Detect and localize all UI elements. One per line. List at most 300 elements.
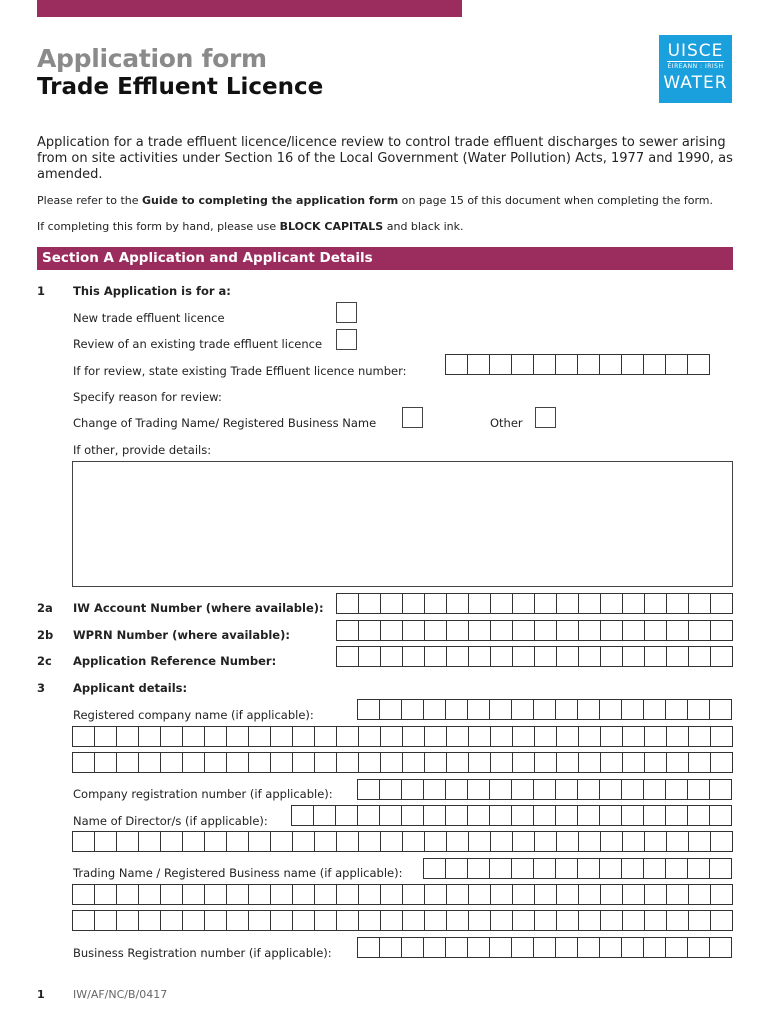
new-licence-checkbox[interactable] bbox=[336, 302, 357, 323]
licence-number-field[interactable] bbox=[445, 354, 710, 375]
char-cell[interactable] bbox=[600, 700, 622, 719]
char-cell[interactable] bbox=[468, 355, 490, 374]
char-cell[interactable] bbox=[380, 938, 402, 957]
char-cell[interactable] bbox=[73, 885, 95, 904]
char-cell[interactable] bbox=[667, 727, 689, 746]
char-cell[interactable] bbox=[468, 859, 490, 878]
char-cell[interactable] bbox=[271, 727, 293, 746]
char-cell[interactable] bbox=[601, 621, 623, 640]
char-cell[interactable] bbox=[358, 806, 380, 825]
char-cell[interactable] bbox=[491, 753, 513, 772]
char-cell[interactable] bbox=[403, 885, 425, 904]
char-cell[interactable] bbox=[667, 594, 689, 613]
char-cell[interactable] bbox=[711, 647, 733, 666]
char-cell[interactable] bbox=[557, 594, 579, 613]
char-cell[interactable] bbox=[666, 700, 688, 719]
char-cell[interactable] bbox=[645, 727, 667, 746]
char-cell[interactable] bbox=[667, 885, 689, 904]
char-cell[interactable] bbox=[578, 355, 600, 374]
char-cell[interactable] bbox=[139, 885, 161, 904]
char-cell[interactable] bbox=[534, 355, 556, 374]
char-cell[interactable] bbox=[512, 355, 534, 374]
char-cell[interactable] bbox=[644, 806, 666, 825]
char-cell[interactable] bbox=[644, 938, 666, 957]
char-cell[interactable] bbox=[491, 727, 513, 746]
char-cell[interactable] bbox=[688, 859, 710, 878]
char-cell[interactable] bbox=[600, 780, 622, 799]
char-cell[interactable] bbox=[491, 832, 513, 851]
char-cell[interactable] bbox=[513, 911, 535, 930]
char-cell[interactable] bbox=[447, 594, 469, 613]
char-cell[interactable] bbox=[512, 938, 534, 957]
char-cell[interactable] bbox=[556, 355, 578, 374]
char-cell[interactable] bbox=[468, 806, 490, 825]
company-reg-field[interactable] bbox=[357, 779, 732, 800]
char-cell[interactable] bbox=[161, 832, 183, 851]
char-cell[interactable] bbox=[556, 938, 578, 957]
char-cell[interactable] bbox=[469, 885, 491, 904]
application-reference-field[interactable] bbox=[336, 646, 733, 667]
char-cell[interactable] bbox=[337, 621, 359, 640]
char-cell[interactable] bbox=[402, 806, 424, 825]
char-cell[interactable] bbox=[535, 832, 557, 851]
char-cell[interactable] bbox=[578, 700, 600, 719]
char-cell[interactable] bbox=[292, 806, 314, 825]
char-cell[interactable] bbox=[293, 753, 315, 772]
char-cell[interactable] bbox=[95, 832, 117, 851]
char-cell[interactable] bbox=[666, 938, 688, 957]
char-cell[interactable] bbox=[205, 727, 227, 746]
char-cell[interactable] bbox=[689, 647, 711, 666]
char-cell[interactable] bbox=[336, 806, 358, 825]
char-cell[interactable] bbox=[337, 911, 359, 930]
char-cell[interactable] bbox=[447, 885, 469, 904]
char-cell[interactable] bbox=[644, 780, 666, 799]
char-cell[interactable] bbox=[469, 911, 491, 930]
trading-name-field-row1[interactable] bbox=[423, 858, 732, 879]
char-cell[interactable] bbox=[601, 832, 623, 851]
char-cell[interactable] bbox=[249, 832, 271, 851]
char-cell[interactable] bbox=[689, 832, 711, 851]
char-cell[interactable] bbox=[425, 594, 447, 613]
char-cell[interactable] bbox=[579, 727, 601, 746]
char-cell[interactable] bbox=[359, 647, 381, 666]
char-cell[interactable] bbox=[403, 594, 425, 613]
char-cell[interactable] bbox=[490, 859, 512, 878]
char-cell[interactable] bbox=[469, 621, 491, 640]
char-cell[interactable] bbox=[667, 647, 689, 666]
char-cell[interactable] bbox=[711, 753, 733, 772]
char-cell[interactable] bbox=[425, 885, 447, 904]
char-cell[interactable] bbox=[425, 832, 447, 851]
char-cell[interactable] bbox=[688, 700, 710, 719]
char-cell[interactable] bbox=[95, 727, 117, 746]
char-cell[interactable] bbox=[534, 700, 556, 719]
char-cell[interactable] bbox=[490, 355, 512, 374]
char-cell[interactable] bbox=[315, 727, 337, 746]
char-cell[interactable] bbox=[249, 727, 271, 746]
char-cell[interactable] bbox=[513, 647, 535, 666]
char-cell[interactable] bbox=[534, 859, 556, 878]
char-cell[interactable] bbox=[623, 594, 645, 613]
wprn-number-field[interactable] bbox=[336, 620, 733, 641]
char-cell[interactable] bbox=[623, 727, 645, 746]
char-cell[interactable] bbox=[183, 911, 205, 930]
char-cell[interactable] bbox=[601, 753, 623, 772]
char-cell[interactable] bbox=[579, 594, 601, 613]
char-cell[interactable] bbox=[601, 647, 623, 666]
char-cell[interactable] bbox=[557, 911, 579, 930]
char-cell[interactable] bbox=[205, 885, 227, 904]
char-cell[interactable] bbox=[446, 700, 468, 719]
trading-name-field-row2[interactable] bbox=[72, 884, 733, 905]
char-cell[interactable] bbox=[293, 911, 315, 930]
char-cell[interactable] bbox=[315, 753, 337, 772]
char-cell[interactable] bbox=[293, 885, 315, 904]
char-cell[interactable] bbox=[623, 885, 645, 904]
char-cell[interactable] bbox=[117, 832, 139, 851]
char-cell[interactable] bbox=[666, 355, 688, 374]
char-cell[interactable] bbox=[512, 780, 534, 799]
char-cell[interactable] bbox=[622, 859, 644, 878]
char-cell[interactable] bbox=[446, 355, 468, 374]
char-cell[interactable] bbox=[513, 885, 535, 904]
char-cell[interactable] bbox=[601, 727, 623, 746]
char-cell[interactable] bbox=[688, 355, 710, 374]
char-cell[interactable] bbox=[710, 938, 732, 957]
char-cell[interactable] bbox=[666, 859, 688, 878]
char-cell[interactable] bbox=[139, 911, 161, 930]
char-cell[interactable] bbox=[711, 621, 733, 640]
char-cell[interactable] bbox=[468, 938, 490, 957]
char-cell[interactable] bbox=[601, 594, 623, 613]
char-cell[interactable] bbox=[644, 355, 666, 374]
char-cell[interactable] bbox=[358, 700, 380, 719]
char-cell[interactable] bbox=[711, 594, 733, 613]
char-cell[interactable] bbox=[403, 753, 425, 772]
char-cell[interactable] bbox=[161, 885, 183, 904]
char-cell[interactable] bbox=[227, 727, 249, 746]
char-cell[interactable] bbox=[689, 885, 711, 904]
char-cell[interactable] bbox=[469, 753, 491, 772]
char-cell[interactable] bbox=[271, 832, 293, 851]
char-cell[interactable] bbox=[139, 727, 161, 746]
char-cell[interactable] bbox=[534, 938, 556, 957]
char-cell[interactable] bbox=[600, 938, 622, 957]
char-cell[interactable] bbox=[359, 832, 381, 851]
char-cell[interactable] bbox=[601, 911, 623, 930]
char-cell[interactable] bbox=[359, 885, 381, 904]
char-cell[interactable] bbox=[578, 859, 600, 878]
other-details-textarea[interactable] bbox=[72, 461, 733, 587]
char-cell[interactable] bbox=[249, 885, 271, 904]
char-cell[interactable] bbox=[293, 832, 315, 851]
char-cell[interactable] bbox=[424, 806, 446, 825]
char-cell[interactable] bbox=[535, 911, 557, 930]
char-cell[interactable] bbox=[205, 911, 227, 930]
char-cell[interactable] bbox=[446, 859, 468, 878]
char-cell[interactable] bbox=[337, 832, 359, 851]
char-cell[interactable] bbox=[293, 727, 315, 746]
char-cell[interactable] bbox=[557, 832, 579, 851]
char-cell[interactable] bbox=[227, 753, 249, 772]
char-cell[interactable] bbox=[689, 621, 711, 640]
char-cell[interactable] bbox=[359, 621, 381, 640]
char-cell[interactable] bbox=[645, 753, 667, 772]
char-cell[interactable] bbox=[161, 727, 183, 746]
char-cell[interactable] bbox=[512, 859, 534, 878]
char-cell[interactable] bbox=[556, 859, 578, 878]
char-cell[interactable] bbox=[139, 832, 161, 851]
char-cell[interactable] bbox=[402, 780, 424, 799]
char-cell[interactable] bbox=[315, 911, 337, 930]
char-cell[interactable] bbox=[535, 885, 557, 904]
char-cell[interactable] bbox=[645, 647, 667, 666]
char-cell[interactable] bbox=[622, 806, 644, 825]
char-cell[interactable] bbox=[358, 938, 380, 957]
char-cell[interactable] bbox=[623, 832, 645, 851]
char-cell[interactable] bbox=[315, 885, 337, 904]
char-cell[interactable] bbox=[403, 727, 425, 746]
char-cell[interactable] bbox=[557, 727, 579, 746]
char-cell[interactable] bbox=[161, 753, 183, 772]
char-cell[interactable] bbox=[535, 753, 557, 772]
char-cell[interactable] bbox=[425, 911, 447, 930]
char-cell[interactable] bbox=[578, 780, 600, 799]
char-cell[interactable] bbox=[557, 753, 579, 772]
char-cell[interactable] bbox=[491, 621, 513, 640]
char-cell[interactable] bbox=[73, 727, 95, 746]
char-cell[interactable] bbox=[271, 753, 293, 772]
char-cell[interactable] bbox=[402, 700, 424, 719]
char-cell[interactable] bbox=[359, 753, 381, 772]
char-cell[interactable] bbox=[645, 594, 667, 613]
char-cell[interactable] bbox=[381, 727, 403, 746]
char-cell[interactable] bbox=[579, 753, 601, 772]
char-cell[interactable] bbox=[117, 911, 139, 930]
char-cell[interactable] bbox=[579, 832, 601, 851]
char-cell[interactable] bbox=[403, 832, 425, 851]
char-cell[interactable] bbox=[424, 700, 446, 719]
char-cell[interactable] bbox=[623, 911, 645, 930]
char-cell[interactable] bbox=[710, 780, 732, 799]
char-cell[interactable] bbox=[557, 885, 579, 904]
char-cell[interactable] bbox=[557, 647, 579, 666]
char-cell[interactable] bbox=[622, 700, 644, 719]
company-name-field-row2[interactable] bbox=[72, 726, 733, 747]
char-cell[interactable] bbox=[600, 859, 622, 878]
trading-name-field-row3[interactable] bbox=[72, 910, 733, 931]
char-cell[interactable] bbox=[337, 594, 359, 613]
char-cell[interactable] bbox=[689, 753, 711, 772]
char-cell[interactable] bbox=[381, 594, 403, 613]
char-cell[interactable] bbox=[447, 832, 469, 851]
char-cell[interactable] bbox=[535, 621, 557, 640]
char-cell[interactable] bbox=[95, 911, 117, 930]
char-cell[interactable] bbox=[183, 753, 205, 772]
char-cell[interactable] bbox=[447, 621, 469, 640]
char-cell[interactable] bbox=[513, 753, 535, 772]
char-cell[interactable] bbox=[425, 621, 447, 640]
char-cell[interactable] bbox=[337, 647, 359, 666]
char-cell[interactable] bbox=[359, 594, 381, 613]
char-cell[interactable] bbox=[469, 832, 491, 851]
char-cell[interactable] bbox=[315, 832, 337, 851]
char-cell[interactable] bbox=[711, 885, 733, 904]
char-cell[interactable] bbox=[513, 832, 535, 851]
char-cell[interactable] bbox=[623, 753, 645, 772]
char-cell[interactable] bbox=[535, 647, 557, 666]
char-cell[interactable] bbox=[73, 832, 95, 851]
char-cell[interactable] bbox=[381, 647, 403, 666]
char-cell[interactable] bbox=[359, 727, 381, 746]
char-cell[interactable] bbox=[512, 700, 534, 719]
char-cell[interactable] bbox=[425, 753, 447, 772]
review-checkbox[interactable] bbox=[336, 329, 357, 350]
other-checkbox[interactable] bbox=[535, 407, 556, 428]
char-cell[interactable] bbox=[227, 911, 249, 930]
char-cell[interactable] bbox=[513, 594, 535, 613]
char-cell[interactable] bbox=[469, 594, 491, 613]
char-cell[interactable] bbox=[117, 727, 139, 746]
char-cell[interactable] bbox=[358, 780, 380, 799]
char-cell[interactable] bbox=[645, 885, 667, 904]
char-cell[interactable] bbox=[711, 727, 733, 746]
char-cell[interactable] bbox=[447, 753, 469, 772]
iw-account-number-field[interactable] bbox=[336, 593, 733, 614]
char-cell[interactable] bbox=[117, 885, 139, 904]
char-cell[interactable] bbox=[689, 727, 711, 746]
char-cell[interactable] bbox=[468, 700, 490, 719]
char-cell[interactable] bbox=[468, 780, 490, 799]
char-cell[interactable] bbox=[402, 938, 424, 957]
directors-field-row1[interactable] bbox=[291, 805, 732, 826]
char-cell[interactable] bbox=[425, 647, 447, 666]
char-cell[interactable] bbox=[667, 911, 689, 930]
char-cell[interactable] bbox=[512, 806, 534, 825]
char-cell[interactable] bbox=[490, 700, 512, 719]
char-cell[interactable] bbox=[535, 727, 557, 746]
char-cell[interactable] bbox=[491, 885, 513, 904]
char-cell[interactable] bbox=[381, 621, 403, 640]
char-cell[interactable] bbox=[490, 780, 512, 799]
char-cell[interactable] bbox=[73, 753, 95, 772]
char-cell[interactable] bbox=[183, 832, 205, 851]
char-cell[interactable] bbox=[314, 806, 336, 825]
char-cell[interactable] bbox=[469, 727, 491, 746]
char-cell[interactable] bbox=[447, 911, 469, 930]
char-cell[interactable] bbox=[579, 647, 601, 666]
char-cell[interactable] bbox=[667, 832, 689, 851]
char-cell[interactable] bbox=[688, 806, 710, 825]
char-cell[interactable] bbox=[513, 727, 535, 746]
char-cell[interactable] bbox=[337, 727, 359, 746]
char-cell[interactable] bbox=[688, 780, 710, 799]
char-cell[interactable] bbox=[491, 647, 513, 666]
char-cell[interactable] bbox=[227, 885, 249, 904]
company-name-field-row3[interactable] bbox=[72, 752, 733, 773]
char-cell[interactable] bbox=[689, 911, 711, 930]
char-cell[interactable] bbox=[623, 647, 645, 666]
char-cell[interactable] bbox=[666, 780, 688, 799]
char-cell[interactable] bbox=[534, 806, 556, 825]
char-cell[interactable] bbox=[601, 885, 623, 904]
char-cell[interactable] bbox=[447, 727, 469, 746]
char-cell[interactable] bbox=[359, 911, 381, 930]
char-cell[interactable] bbox=[535, 594, 557, 613]
char-cell[interactable] bbox=[490, 938, 512, 957]
char-cell[interactable] bbox=[139, 753, 161, 772]
char-cell[interactable] bbox=[557, 621, 579, 640]
char-cell[interactable] bbox=[381, 885, 403, 904]
char-cell[interactable] bbox=[403, 911, 425, 930]
char-cell[interactable] bbox=[117, 753, 139, 772]
char-cell[interactable] bbox=[666, 806, 688, 825]
char-cell[interactable] bbox=[271, 911, 293, 930]
char-cell[interactable] bbox=[579, 621, 601, 640]
char-cell[interactable] bbox=[579, 911, 601, 930]
char-cell[interactable] bbox=[579, 885, 601, 904]
char-cell[interactable] bbox=[424, 780, 446, 799]
char-cell[interactable] bbox=[446, 938, 468, 957]
char-cell[interactable] bbox=[403, 647, 425, 666]
char-cell[interactable] bbox=[667, 753, 689, 772]
char-cell[interactable] bbox=[205, 832, 227, 851]
char-cell[interactable] bbox=[513, 621, 535, 640]
char-cell[interactable] bbox=[161, 911, 183, 930]
char-cell[interactable] bbox=[205, 753, 227, 772]
char-cell[interactable] bbox=[337, 885, 359, 904]
char-cell[interactable] bbox=[600, 355, 622, 374]
char-cell[interactable] bbox=[556, 806, 578, 825]
char-cell[interactable] bbox=[73, 911, 95, 930]
company-name-field-row1[interactable] bbox=[357, 699, 732, 720]
char-cell[interactable] bbox=[556, 780, 578, 799]
char-cell[interactable] bbox=[446, 780, 468, 799]
char-cell[interactable] bbox=[600, 806, 622, 825]
char-cell[interactable] bbox=[688, 938, 710, 957]
char-cell[interactable] bbox=[711, 832, 733, 851]
char-cell[interactable] bbox=[380, 780, 402, 799]
char-cell[interactable] bbox=[644, 859, 666, 878]
char-cell[interactable] bbox=[249, 753, 271, 772]
char-cell[interactable] bbox=[424, 938, 446, 957]
char-cell[interactable] bbox=[425, 727, 447, 746]
char-cell[interactable] bbox=[249, 911, 271, 930]
char-cell[interactable] bbox=[447, 647, 469, 666]
char-cell[interactable] bbox=[622, 938, 644, 957]
char-cell[interactable] bbox=[644, 700, 666, 719]
char-cell[interactable] bbox=[667, 621, 689, 640]
business-reg-field[interactable] bbox=[357, 937, 732, 958]
char-cell[interactable] bbox=[403, 621, 425, 640]
char-cell[interactable] bbox=[381, 911, 403, 930]
char-cell[interactable] bbox=[534, 780, 556, 799]
char-cell[interactable] bbox=[95, 885, 117, 904]
char-cell[interactable] bbox=[578, 938, 600, 957]
char-cell[interactable] bbox=[711, 911, 733, 930]
char-cell[interactable] bbox=[578, 806, 600, 825]
char-cell[interactable] bbox=[623, 621, 645, 640]
char-cell[interactable] bbox=[645, 621, 667, 640]
char-cell[interactable] bbox=[95, 753, 117, 772]
char-cell[interactable] bbox=[622, 780, 644, 799]
char-cell[interactable] bbox=[380, 700, 402, 719]
char-cell[interactable] bbox=[381, 832, 403, 851]
char-cell[interactable] bbox=[490, 806, 512, 825]
char-cell[interactable] bbox=[645, 911, 667, 930]
char-cell[interactable] bbox=[271, 885, 293, 904]
